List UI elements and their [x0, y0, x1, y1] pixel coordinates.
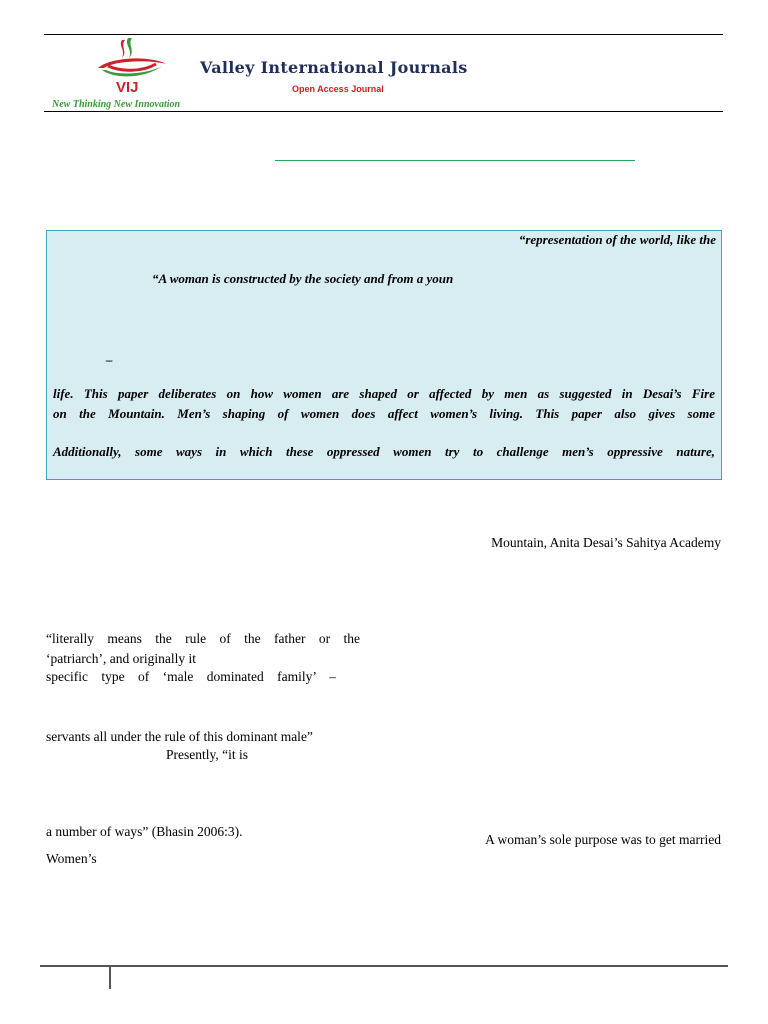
right-text-1: A woman’s sole purpose was to get married: [485, 832, 721, 847]
title-underline: [275, 160, 635, 161]
abstract-line-1: “representation of the world, like the: [518, 232, 716, 247]
open-access-label: Open Access Journal: [292, 84, 384, 94]
left-text-3: specific type of ‘male dominated family’ –: [46, 669, 336, 684]
journal-name: Valley International Journals: [200, 58, 468, 77]
footer-rule: [40, 965, 728, 967]
left-text-6: a number of ways” (Bhasin 2006:3).: [46, 824, 243, 839]
abstract-box: [46, 230, 722, 480]
abstract-line-6: Additionally, some ways in which these oppressed women try to challenge men’s oppressive nature,: [53, 444, 715, 459]
vij-logo: [92, 36, 172, 96]
left-text-5: Presently, “it is: [166, 747, 248, 762]
header-bottom-rule: [44, 111, 723, 112]
left-text-7: Women’s: [46, 851, 97, 866]
left-text-4: servants all under the rule of this dominant male”: [46, 729, 313, 744]
keywords-line: Mountain, Anita Desai’s Sahitya Academy: [491, 535, 721, 550]
abstract-line-2: “A woman is constructed by the society and from a youn: [152, 271, 454, 286]
logo-text: VIJ: [116, 79, 139, 96]
abstract-line-4: life. This paper deliberates on how women are shaped or affected by men as suggested in Desai’s Fire: [53, 386, 715, 401]
left-text-1: “literally means the rule of the father or the: [46, 631, 360, 646]
header-top-rule: [44, 34, 723, 35]
journal-tagline: New Thinking New Innovation: [52, 99, 181, 110]
vij-logo-icon: [92, 36, 172, 96]
abstract-dash: –: [106, 352, 113, 367]
footer-divider: [109, 967, 111, 989]
left-text-2: ‘patriarch’, and originally it: [46, 651, 196, 666]
abstract-line-5: on the Mountain. Men’s shaping of women does affect women’s living. This paper also gives some: [53, 406, 715, 421]
